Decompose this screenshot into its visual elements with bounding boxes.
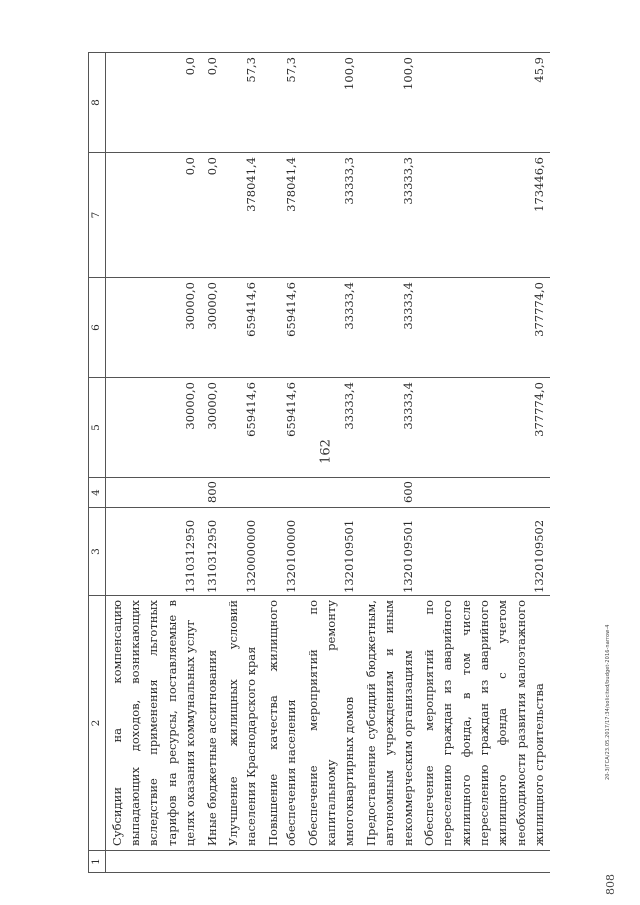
document-code: 20-3/ГСА/23.05.2017/17:34/solicited/budget-2016-narrow-4 — [605, 624, 611, 780]
target-code: 1320109501 — [302, 508, 360, 596]
column-number: 4 — [89, 478, 106, 508]
value-col-7: 0,0 — [201, 153, 222, 278]
value-col-7: 0,0 — [105, 153, 200, 278]
value-col-7: 33333,3 — [360, 153, 418, 278]
table-row — [262, 53, 302, 873]
value-col-6: 659414,6 — [262, 278, 302, 378]
expense-type-code — [262, 478, 302, 508]
row-number — [262, 851, 302, 873]
row-name: Улучшение жилищных условий населения Краснодарского края — [222, 596, 262, 851]
value-col-7: 173446,6 — [418, 153, 550, 278]
budget-table-body — [89, 53, 550, 873]
value-col-6: 33333,4 — [360, 278, 418, 378]
value-col-5: 33333,4 — [360, 378, 418, 478]
budget-table — [88, 52, 550, 873]
row-name: Обеспечение мероприятий по переселению граждан из аварийного жилищного фонда, в том числе переселению граждан из аварийного жилищного фонда с учетом необходимости развития малоэтажного жилищного строительства — [418, 596, 550, 851]
column-number: 1 — [89, 851, 106, 873]
row-number — [105, 851, 200, 873]
row-name: Повышение качества жилищного обеспечения населения — [262, 596, 302, 851]
value-col-5: 659414,6 — [262, 378, 302, 478]
column-number: 8 — [89, 53, 106, 153]
row-name: Предоставление субсидий бюджетным, автономным учреждениям и иным некоммерческим организациям — [360, 596, 418, 851]
value-col-8: 0,0 — [201, 53, 222, 153]
page-number: 162 — [318, 439, 334, 464]
row-number — [222, 851, 262, 873]
column-number: 6 — [89, 278, 106, 378]
target-code: 1310312950 — [201, 508, 222, 596]
value-col-6: 30000,0 — [201, 278, 222, 378]
row-name: Субсидии на компенсацию выпадающих доходов, возникающих вследствие применения льготных тарифов на ресурсы, поставляемые в целях оказания коммунальных услуг — [105, 596, 200, 851]
value-col-5: 30000,0 — [201, 378, 222, 478]
value-col-6: 377774,0 — [418, 278, 550, 378]
value-col-5: 377774,0 — [418, 378, 550, 478]
budget-table-container — [88, 53, 550, 873]
expense-type-code: 600 — [360, 478, 418, 508]
corner-number: 808 — [604, 874, 617, 895]
row-number — [302, 851, 360, 873]
table-row — [360, 53, 418, 873]
value-col-8: 45,9 — [418, 53, 550, 153]
value-col-6: 33333,4 — [302, 278, 360, 378]
value-col-8: 0,0 — [105, 53, 200, 153]
table-row — [418, 53, 550, 873]
value-col-6: 30000,0 — [105, 278, 200, 378]
target-code: 1310312950 — [105, 508, 200, 596]
target-code: 1320109502 — [418, 508, 550, 596]
column-number: 2 — [89, 596, 106, 851]
table-row — [302, 53, 360, 873]
expense-type-code — [302, 478, 360, 508]
value-col-8: 57,3 — [222, 53, 262, 153]
expense-type-code — [418, 478, 550, 508]
value-col-8: 100,0 — [360, 53, 418, 153]
row-name: Обеспечение мероприятий по капитальному ремонту многоквартирных домов — [302, 596, 360, 851]
expense-type-code — [222, 478, 262, 508]
column-number-row — [89, 53, 106, 873]
value-col-5: 33333,4 — [302, 378, 360, 478]
expense-type-code: 800 — [201, 478, 222, 508]
target-code: 1320000000 — [222, 508, 262, 596]
value-col-8: 100,0 — [302, 53, 360, 153]
column-number: 3 — [89, 508, 106, 596]
row-name: Иные бюджетные ассигнования — [201, 596, 222, 851]
target-code: 1320109501 — [360, 508, 418, 596]
value-col-7: 378041,4 — [222, 153, 262, 278]
column-number: 5 — [89, 378, 106, 478]
row-number — [418, 851, 550, 873]
value-col-6: 659414,6 — [222, 278, 262, 378]
table-row — [105, 53, 200, 873]
row-number — [360, 851, 418, 873]
table-row — [201, 53, 222, 873]
value-col-7: 378041,4 — [262, 153, 302, 278]
table-row — [222, 53, 262, 873]
value-col-5: 30000,0 — [105, 378, 200, 478]
expense-type-code — [105, 478, 200, 508]
column-number: 7 — [89, 153, 106, 278]
target-code: 1320100000 — [262, 508, 302, 596]
value-col-7: 33333,3 — [302, 153, 360, 278]
value-col-8: 57,3 — [262, 53, 302, 153]
row-number — [201, 851, 222, 873]
value-col-5: 659414,6 — [222, 378, 262, 478]
